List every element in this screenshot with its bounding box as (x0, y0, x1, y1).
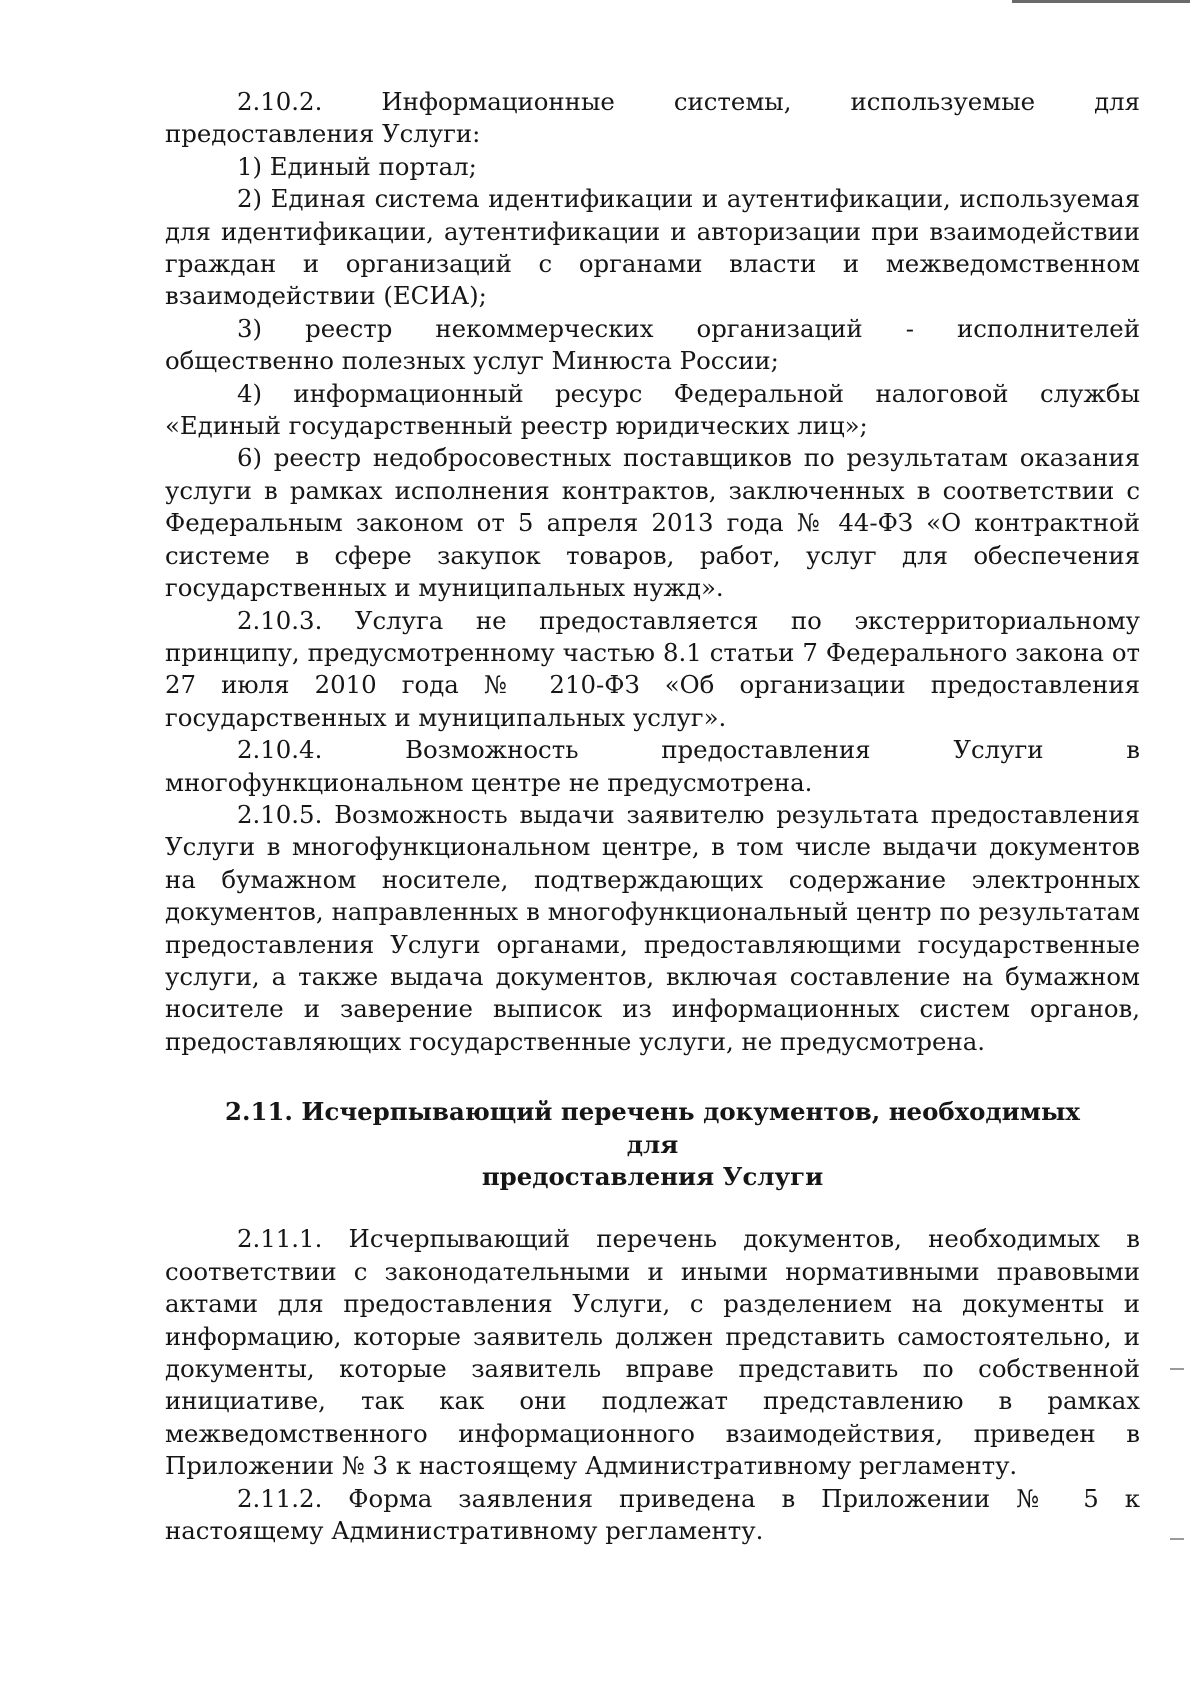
paragraph-2-11-1: 2.11.1. Исчерпывающий перечень документов, необходимых в соответствии с законодательными и иными нормативными правовыми актами для предоставления Услуги, с разделением на документы и информацию, которые заявитель должен представить самостоятельно, и документы, которые заявитель вправе представить по собственной инициативе, так как они подлежат представлению в рамках межведомственного информационного взаимодействия, приведен в Приложении № 3 к настоящему Административному регламенту. (165, 1224, 1140, 1481)
document-page (165, 86, 1140, 1547)
top-edge-rule (1012, 0, 1190, 3)
list-item-1: 1) Единый портал; (237, 151, 477, 181)
paragraph-2-10-3: 2.10.3. Услуга не предоставляется по экстерриториальному принципу, предусмотренному частью 8.1 статьи 7 Федерального закона от 27 июля 2010 года № 210-ФЗ «Об организации предоставления государственных и муниципальных услуг». (165, 605, 1140, 732)
section-heading-line-1: 2.11. Исчерпывающий перечень документов, необходимых для (225, 1097, 1080, 1159)
section-heading-line-2: предоставления Услуги (481, 1162, 824, 1191)
list-item-6: 6) реестр недобросовестных поставщиков по результатам оказания услуги в рамках исполнения контрактов, заключенных в соответствии с Федеральным законом от 5 апреля 2013 года № 44-ФЗ «О контрактной системе в сфере закупок товаров, работ, услуг для обеспечения государственных и муниципальных нужд». (165, 443, 1140, 603)
paragraph-2-10-5: 2.10.5. Возможность выдачи заявителю результата предоставления Услуги в многофункциональном центре, в том числе выдачи документов на бумажном носителе, подтверждающих содержание электронных документов, направленных в многофункциональный центр по результатам предоставления Услуги органами, предоставляющими государственные услуги, а также выдача документов, включая составление на бумажном носителе и заверение выписок из информационных систем органов, предоставляющих государственные услуги, не предусмотрена. (165, 799, 1140, 1056)
paragraph-2-10-4: 2.10.4. Возможность предоставления Услуги в многофункциональном центре не предусмотрена. (165, 735, 1140, 797)
list-item-4: 4) информационный ресурс Федеральной налоговой службы «Единый государственный реестр юридических лиц»; (165, 378, 1140, 441)
section-heading-2-11 (165, 1096, 1140, 1193)
list-item-2: 2) Единая система идентификации и аутентификации, используемая для идентификации, аутентификации и авторизации при взаимодействии граждан и организаций с органами власти и межведомственном взаимодействии (ЕСИА); (165, 184, 1140, 311)
paragraph-2-11-2: 2.11.2. Форма заявления приведена в Приложении № 5 к настоящему Административному регламенту. (165, 1483, 1140, 1546)
list-item-3: 3) реестр некоммерческих организаций - исполнителей общественно полезных услуг Минюста России; (165, 313, 1140, 376)
margin-mark (1170, 1368, 1184, 1370)
paragraph-2-10-2: 2.10.2. Информационные системы, используемые для предоставления Услуги: (165, 87, 1140, 149)
heading-spacer (165, 1193, 1140, 1223)
margin-mark (1170, 1538, 1184, 1540)
